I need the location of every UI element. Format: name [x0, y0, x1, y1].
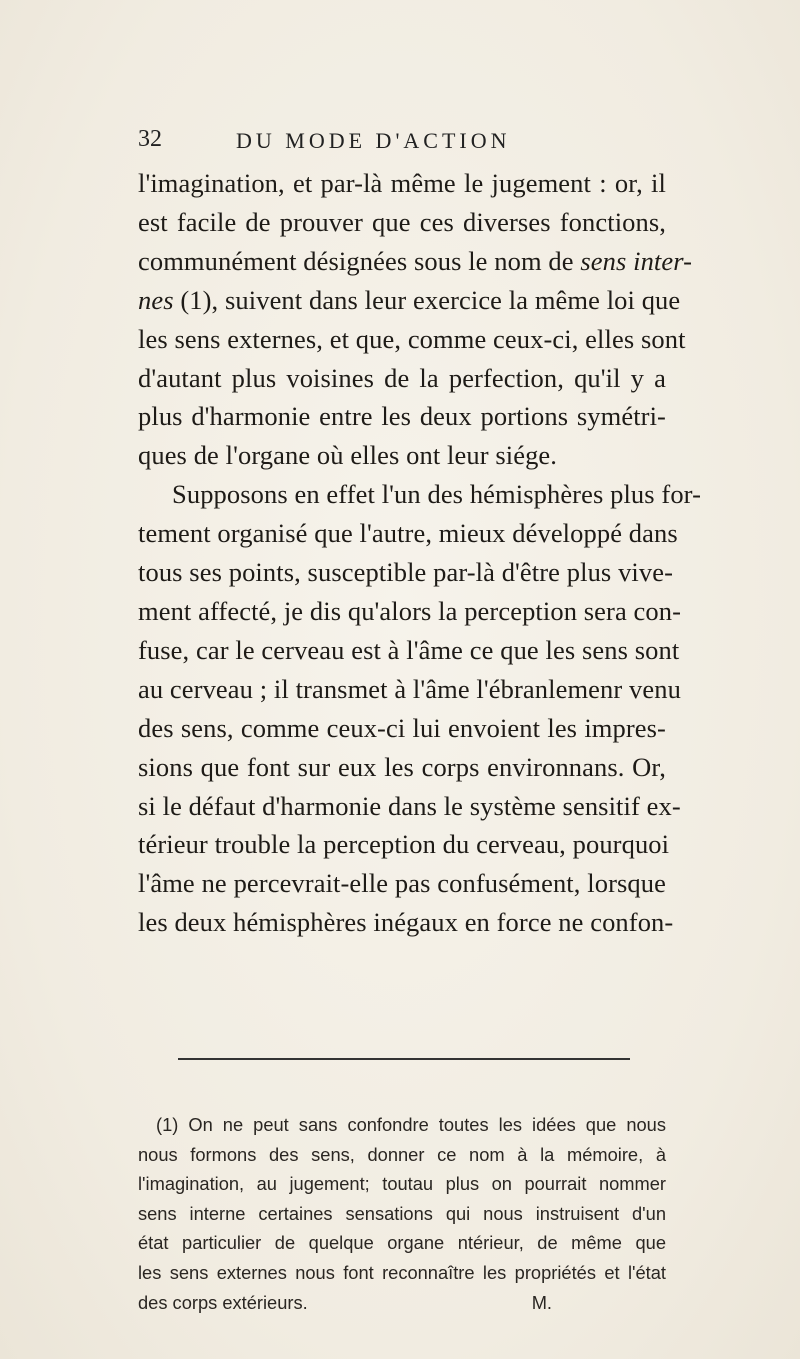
footnote-line: l'imagination, au jugement; toutau plus on pourrait nommer — [138, 1173, 666, 1195]
text-line-part: communément désignées sous le nom de — [138, 245, 574, 276]
text-line: Supposons en effet l'un des hémisphères plus for- — [172, 479, 701, 510]
text-line: des sens, comme ceux-ci lui envoient les impres- — [138, 712, 666, 743]
footnote-signature: M. — [531, 1291, 552, 1313]
footnote-divider — [178, 1058, 630, 1060]
text-line: est facile de prouver que ces diverses fonctions, — [138, 206, 666, 237]
footnote-line: état particulier de quelque organe ntérieur, de même que — [138, 1232, 666, 1254]
footnote-line: nous formons des sens, donner ce nom à la mémoire, à — [138, 1143, 666, 1165]
text-line: si le défaut d'harmonie dans le système sensitif ex- — [138, 790, 681, 821]
text-line: tous ses points, susceptible par-là d'être plus vive- — [138, 557, 674, 588]
running-title: DU MODE D'ACTION — [236, 128, 511, 153]
footnote — [138, 1110, 666, 1317]
text-line: tement organisé que l'autre, mieux développé dans — [138, 518, 678, 549]
text-line: l'âme ne percevrait-elle pas confusément, lorsque — [138, 868, 666, 899]
text-line: térieur trouble la perception du cerveau, pourquoi — [138, 829, 670, 860]
text-line: ques de l'organe où elles ont leur siége. — [138, 440, 558, 471]
text-line: au cerveau ; il transmet à l'âme l'ébranlemenr venu — [138, 673, 681, 704]
italic-term: nes — [138, 284, 174, 315]
text-line: nes (1), suivent dans leur exercice la même loi que — [138, 284, 681, 315]
text-line: d'autant plus voisines de la perfection, qu'il y a — [138, 362, 666, 393]
main-text — [138, 164, 701, 942]
footnote-line: les sens externes nous font reconnaître les propriétés et l'état — [138, 1261, 666, 1283]
page-number: 32 — [138, 126, 162, 152]
text-line: fuse, car le cerveau est à l'âme ce que les sens sont — [138, 634, 680, 665]
footnote-line-text: des corps extérieurs. — [138, 1291, 308, 1313]
footnote-line — [138, 1288, 666, 1318]
text-line — [138, 242, 693, 281]
text-line: plus d'harmonie entre les deux portions symétri- — [138, 401, 666, 432]
footnote-line: sens interne certaines sensations qui nous instruisent d'un — [138, 1202, 666, 1224]
italic-term: sens inter- — [580, 245, 693, 276]
text-line: les deux hémisphères inégaux en force ne confon- — [138, 907, 674, 938]
footnote-line: (1) On ne peut sans confondre toutes les idées que nous — [156, 1114, 666, 1135]
text-line: l'imagination, et par-là même le jugement : or, il — [138, 168, 666, 198]
text-line: les sens externes, et que, comme ceux-ci, elles sont — [138, 323, 686, 354]
text-line: sions que font sur eux les corps environnans. Or, — [138, 751, 666, 782]
page-header — [138, 126, 658, 166]
text-line: ment affecté, je dis qu'alors la perception sera con- — [138, 595, 682, 626]
